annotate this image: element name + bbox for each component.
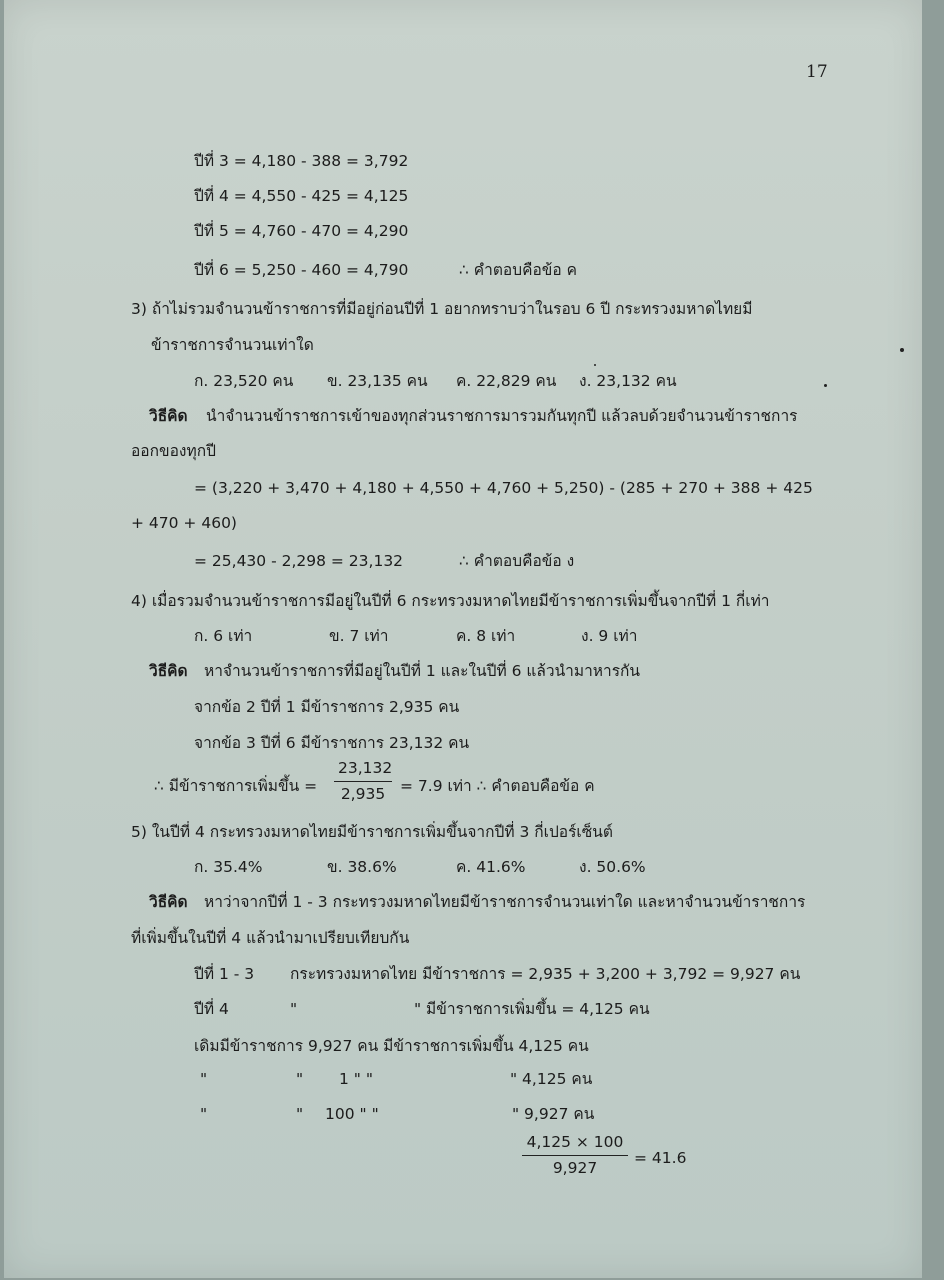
numerator: 23,132 [334,759,392,782]
calc-line: " 9,927 คน [512,1105,595,1123]
ditto-mark: " [200,1105,208,1123]
speck-mark [824,384,827,387]
calc-line: = (3,220 + 3,470 + 4,180 + 4,550 + 4,760 + 5,250) - (285 + 270 + 388 + 425 [194,479,813,497]
calc-line: ∴ มีข้าราชการเพิ่มขึ้น = [154,777,318,795]
choice: ค. 41.6% [456,858,526,876]
answer-line: = 7.9 เท่า ∴ คำตอบคือข้อ ค [400,777,595,795]
calc-line: + 470 + 460) [131,514,237,532]
method-text: ออกของทุกปี [131,442,216,460]
numerator: 4,125 × 100 [522,1133,628,1156]
question-5: 5) ในปีที่ 4 กระทรวงมหาดไทยมีข้าราชการเพิ่มขึ้นจากปีที่ 3 กี่เปอร์เซ็นต์ [131,823,613,841]
choice: ข. 23,135 คน [327,372,428,390]
ditto-mark: " [290,1000,298,1018]
choice: ง. 9 เท่า [581,627,638,645]
choice: ก. 6 เท่า [194,627,253,645]
fraction [334,759,392,803]
calc-label: ปีที่ 1 - 3 [194,965,255,983]
answer-line: ∴ คำตอบคือข้อ ง [459,552,575,570]
ditto-mark: " [296,1070,304,1088]
method-text: หาจำนวนข้าราชการที่มีอยู่ในปีที่ 1 และในปีที่ 6 แล้วนำมาหารกัน [204,662,641,680]
choice: ข. 38.6% [327,858,397,876]
calc-line: " 4,125 คน [510,1070,593,1088]
year-4-calc: ปีที่ 4 = 4,550 - 425 = 4,125 [194,187,409,205]
calc-line: 100 " " [325,1105,379,1123]
calc-line: จากข้อ 2 ปีที่ 1 มีข้าราชการ 2,935 คน [194,698,460,716]
method-label: วิธีคิด [149,893,188,911]
method-text: นำจำนวนข้าราชการเข้าของทุกส่วนราชการมารวมกันทุกปี แล้วลบด้วยจำนวนข้าราชการ [206,407,798,425]
question-3: 3) ถ้าไม่รวมจำนวนข้าราชการที่มีอยู่ก่อนปีที่ 1 อยากทราบว่าในรอบ 6 ปี กระทรวงมหาดไทยมี [131,300,753,318]
calc-line: " มีข้าราชการเพิ่มขึ้น = 4,125 คน [414,1000,650,1018]
speck-mark [900,348,904,352]
choice: ค. 8 เท่า [456,627,516,645]
choice: ก. 23,520 คน [194,372,294,390]
choice: ค. 22,829 คน [456,372,557,390]
speck-mark [594,364,596,366]
denominator: 9,927 [552,1158,598,1177]
fraction [522,1133,628,1177]
document-page [4,0,922,1278]
calc-line: = 25,430 - 2,298 = 23,132 [194,552,404,570]
ditto-mark: " [200,1070,208,1088]
method-label: วิธีคิด [149,662,188,680]
denominator: 2,935 [340,784,386,803]
choice: ข. 7 เท่า [329,627,389,645]
method-text: ที่เพิ่มขึ้นในปีที่ 4 แล้วนำมาเปรียบเทียบกัน [131,929,410,947]
calc-line: เดิมมีข้าราชการ 9,927 คน มีข้าราชการเพิ่มขึ้น 4,125 คน [194,1037,589,1055]
page-number: 17 [806,62,828,82]
calc-line: กระทรวงมหาดไทย มีข้าราชการ = 2,935 + 3,200 + 3,792 = 9,927 คน [290,965,801,983]
method-label: วิธีคิด [149,407,188,425]
answer-line: ∴ คำตอบคือข้อ ค [459,261,577,279]
choice: ก. 35.4% [194,858,263,876]
year-3-calc: ปีที่ 3 = 4,180 - 388 = 3,792 [194,152,409,170]
question-3-cont: ข้าราชการจำนวนเท่าใด [151,336,314,354]
calc-line: 1 " " [339,1070,373,1088]
year-6-calc: ปีที่ 6 = 5,250 - 460 = 4,790 [194,261,409,279]
choice: ง. 50.6% [579,858,646,876]
ditto-mark: " [296,1105,304,1123]
question-4: 4) เมื่อรวมจำนวนข้าราชการมีอยู่ในปีที่ 6 กระทรวงมหาดไทยมีข้าราชการเพิ่มขึ้นจากปีที่ 1 กี่เท่า [131,592,770,610]
calc-line: จากข้อ 3 ปีที่ 6 มีข้าราชการ 23,132 คน [194,734,470,752]
calc-line: = 41.6 [634,1149,687,1167]
year-5-calc: ปีที่ 5 = 4,760 - 470 = 4,290 [194,222,409,240]
choice: ง. 23,132 คน [579,372,677,390]
method-text: หาว่าจากปีที่ 1 - 3 กระทรวงมหาดไทยมีข้าราชการจำนวนเท่าใด และหาจำนวนข้าราชการ [204,893,806,911]
calc-label: ปีที่ 4 [194,1000,229,1018]
